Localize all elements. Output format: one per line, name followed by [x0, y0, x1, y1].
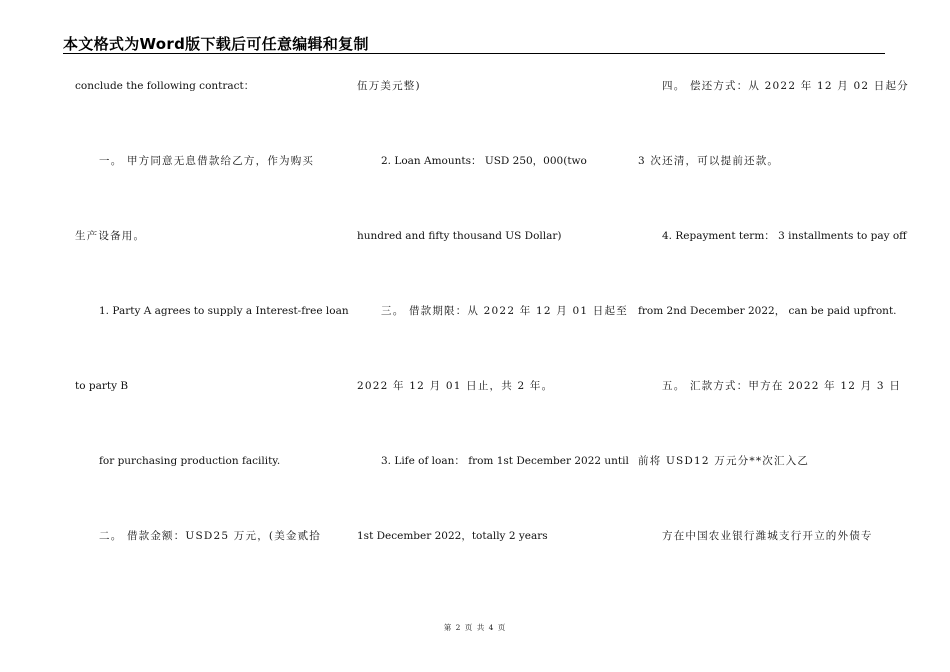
- text-line: 3. Life of loan： from 1st December 2022 until: [381, 455, 629, 467]
- text-line: to party B: [75, 380, 129, 392]
- text-line: 4. Repayment term： 3 installments to pay off: [662, 230, 907, 242]
- text-line: hundred and fifty thousand US Dollar): [357, 230, 562, 242]
- text-line: 1st December 2022，totally 2 years: [357, 530, 548, 542]
- text-line: 五。 汇款方式：甲方在 2022 年 12 月 3 日: [662, 380, 902, 392]
- text-line: 3 次还清，可以提前还款。: [638, 155, 780, 167]
- text-line: 二。 借款金额：USD25 万元，(美金贰拾: [99, 530, 321, 542]
- text-line: conclude the following contract：: [75, 80, 255, 92]
- text-line: 2. Loan Amounts： USD 250，000(two: [381, 155, 587, 167]
- page-number: 第 2 页 共 4 页: [443, 623, 507, 632]
- text-line: 四。 偿还方式：从 2022 年 12 月 02 日起分: [662, 80, 909, 92]
- text-line: 伍万美元整): [357, 80, 421, 92]
- text-line: 方在中国农业银行潍城支行开立的外债专: [662, 530, 873, 542]
- text-line: 1. Party A agrees to supply a Interest-free loan: [99, 305, 349, 317]
- text-line: for purchasing production facility.: [99, 455, 281, 467]
- header-divider: [63, 53, 885, 54]
- text-line: from 2nd December 2022， can be paid upfront.: [638, 305, 897, 317]
- text-line: 2022 年 12 月 01 日止，共 2 年。: [357, 380, 554, 392]
- text-line: 前将 USD12 万元分**次汇入乙: [638, 455, 810, 467]
- text-line: 三。 借款期限：从 2022 年 12 月 01 日起至: [381, 305, 628, 317]
- text-line: 一。 甲方同意无息借款给乙方，作为购买: [99, 155, 315, 167]
- text-line: 生产设备用。: [75, 230, 146, 242]
- document-header-title: 本文格式为Word版下载后可任意编辑和复制: [63, 35, 369, 53]
